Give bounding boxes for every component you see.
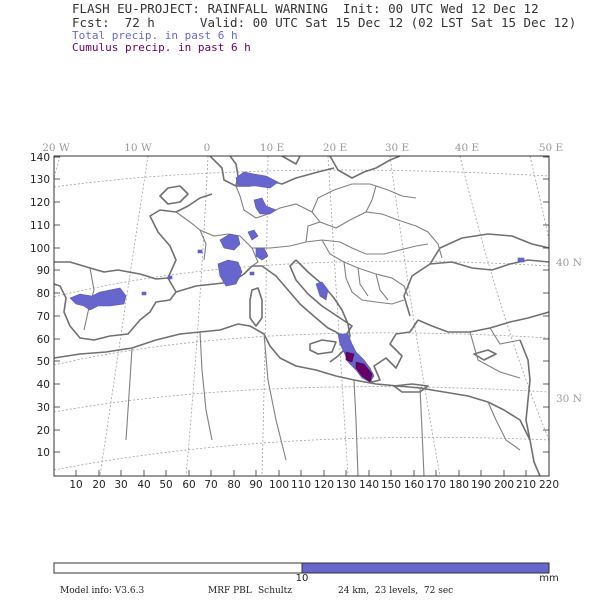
y-tick-label: 80 — [36, 288, 50, 300]
x-tick-label: 60 — [182, 479, 196, 491]
y-tick-label: 60 — [36, 334, 50, 346]
x-tick-label: 170 — [425, 479, 447, 491]
colorbar-unit-label: mm — [539, 573, 559, 584]
lon-label: 0 — [203, 142, 211, 154]
lon-label: 20 W — [42, 142, 70, 154]
y-tick-label: 90 — [36, 265, 50, 277]
x-tick-label: 30 — [114, 479, 128, 491]
y-tick-label: 30 — [36, 402, 50, 414]
y-tick-label: 130 — [29, 174, 50, 186]
coastlines — [54, 156, 549, 476]
y-tick-label: 50 — [36, 356, 50, 368]
x-tick-label: 150 — [380, 479, 402, 491]
lon-label: 30 E — [384, 142, 410, 154]
y-tick-label: 10 — [36, 447, 50, 459]
y-tick-label: 20 — [36, 425, 50, 437]
lon-label: 10 W — [124, 142, 152, 154]
x-tick-label: 80 — [227, 479, 241, 491]
x-tick-label: 140 — [358, 479, 380, 491]
plot-frame — [54, 156, 549, 476]
x-tick-label: 50 — [159, 479, 173, 491]
pbl-scheme: MRF PBL — [208, 586, 252, 596]
lon-label: 50 E — [538, 142, 564, 154]
graticule — [54, 156, 549, 476]
cumulus-scheme: Schultz — [258, 586, 293, 596]
x-tick-label: 70 — [204, 479, 218, 491]
y-tick-label: 100 — [29, 243, 50, 255]
x-tick-label: 200 — [493, 479, 515, 491]
map-title-line1: FLASH EU-PROJECT: RAINFALL WARNING Init: 00 UTC Wed 12 Dec 12 — [72, 1, 539, 16]
y-tick-label: 110 — [29, 220, 50, 232]
x-tick-label: 160 — [403, 479, 425, 491]
x-tick-label: 110 — [290, 479, 312, 491]
y-tick-label: 140 — [29, 152, 50, 164]
lat-label: 40 N — [556, 257, 582, 269]
lon-label: 20 E — [322, 142, 348, 154]
colorbar — [54, 563, 559, 584]
colorbar-high-bin — [302, 563, 549, 573]
x-tick-label: 120 — [313, 479, 335, 491]
y-tick-label: 120 — [29, 197, 50, 209]
map-title-line2: Fcst: 72 h Valid: 00 UTC Sat 15 Dec 12 (02 LST Sat 15 Dec 12) — [72, 15, 577, 30]
x-tick-label: 190 — [470, 479, 492, 491]
total-precip-areas — [70, 172, 524, 382]
grid-info: 24 km, 23 levels, 72 sec — [338, 586, 454, 596]
x-tick-label: 130 — [335, 479, 357, 491]
x-tick-label: 90 — [249, 479, 263, 491]
colorbar-low-bin — [54, 563, 302, 573]
lat-label: 30 N — [556, 393, 582, 405]
y-tick-label: 40 — [36, 379, 50, 391]
colorbar-threshold-label: 10 — [295, 573, 309, 584]
total-precip-label: Total precip. in past 6 h — [72, 29, 238, 42]
lon-label: 10 E — [259, 142, 285, 154]
country-borders — [84, 184, 520, 476]
x-tick-label: 10 — [69, 479, 83, 491]
x-tick-label: 220 — [538, 479, 560, 491]
x-tick-label: 40 — [137, 479, 151, 491]
x-axis-ticks — [76, 470, 549, 476]
x-tick-label: 180 — [448, 479, 470, 491]
y-tick-label: 70 — [36, 311, 50, 323]
x-tick-label: 210 — [515, 479, 537, 491]
lon-label: 40 E — [454, 142, 480, 154]
model-info: Model info: V3.6.3 — [60, 586, 145, 596]
x-tick-label: 20 — [92, 479, 106, 491]
cumulus-precip-label: Cumulus precip. in past 6 h — [72, 41, 251, 54]
map-geography — [54, 156, 549, 476]
x-tick-label: 100 — [268, 479, 290, 491]
